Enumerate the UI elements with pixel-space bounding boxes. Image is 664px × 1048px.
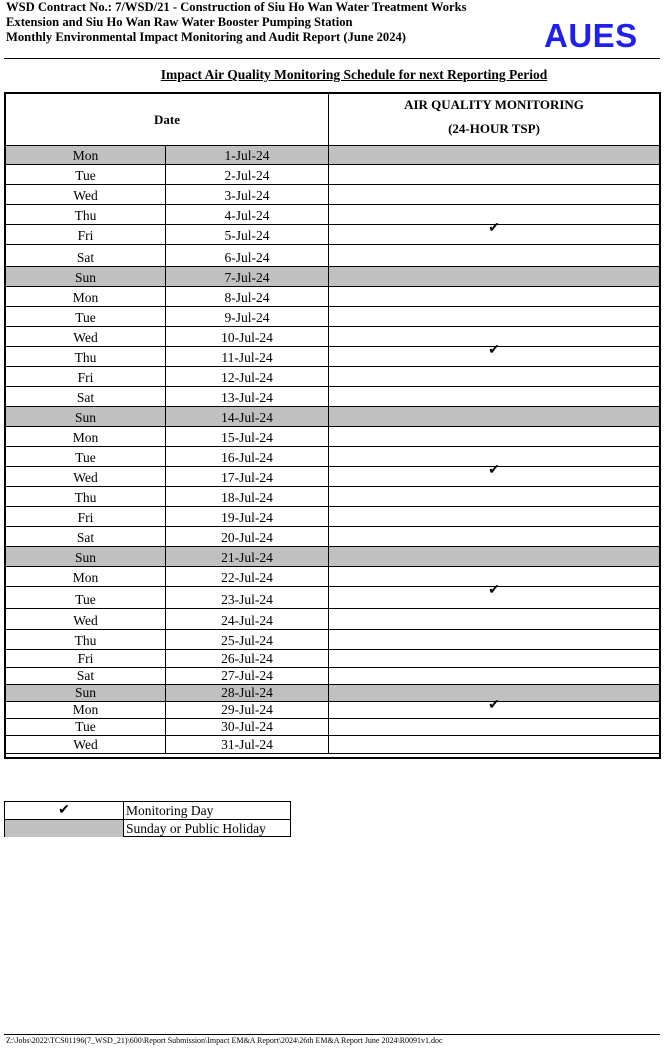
date-cell: 8-Jul-24 [166, 287, 329, 306]
weekday-cell: Fri [6, 367, 166, 386]
aq-header-line-1: AIR QUALITY MONITORING [404, 97, 584, 112]
weekday-cell: Mon [6, 427, 166, 446]
table-row [6, 185, 659, 205]
table-row [6, 487, 659, 507]
date-cell: 4-Jul-24 [166, 205, 329, 224]
legend-row-monitoring [5, 802, 290, 820]
weekday-cell: Tue [6, 587, 166, 608]
date-cell: 30-Jul-24 [166, 719, 329, 735]
weekday-cell: Sat [6, 245, 166, 266]
monitoring-cell [329, 698, 659, 718]
weekday-cell: Fri [6, 507, 166, 526]
file-path-footer: Z:\Jobs\2022\TCS01196(7_WSD_21)\600\Report Submission\Impact EM&A Report\2024\26th EM&A Report June 2024\R0091v1.doc [6, 1036, 443, 1045]
table-row [6, 698, 659, 719]
table-row [6, 367, 659, 387]
monitoring-cell [329, 221, 659, 244]
monitoring-schedule-table [4, 92, 661, 759]
monitoring-cell [329, 267, 659, 286]
monitoring-cell [329, 487, 659, 506]
date-cell: 21-Jul-24 [166, 547, 329, 566]
date-cell: 12-Jul-24 [166, 367, 329, 386]
weekday-cell: Sun [6, 547, 166, 566]
monitoring-cell [329, 547, 659, 566]
date-cell: 24-Jul-24 [166, 609, 329, 629]
monitoring-cell [329, 668, 659, 684]
weekday-cell: Mon [6, 702, 166, 718]
header-divider [4, 58, 660, 59]
monitoring-cell [329, 165, 659, 184]
report-title-line: Monthly Environmental Impact Monitoring and Audit Report (June 2024) [6, 30, 406, 44]
table-row [6, 527, 659, 547]
date-cell: 19-Jul-24 [166, 507, 329, 526]
date-cell: 7-Jul-24 [166, 267, 329, 286]
weekday-cell: Sat [6, 527, 166, 546]
holiday-swatch [5, 820, 124, 837]
weekday-cell: Sat [6, 387, 166, 406]
air-quality-column-header [329, 94, 659, 145]
monitoring-cell [329, 736, 659, 753]
aues-logo: AUES [544, 17, 638, 54]
table-row [6, 650, 659, 668]
check-icon: ✔ [488, 221, 500, 236]
table-row [6, 205, 659, 225]
monitoring-cell [329, 185, 659, 204]
legend [4, 801, 291, 837]
check-icon: ✔ [488, 698, 500, 713]
table-row [6, 307, 659, 327]
monitoring-cell [329, 507, 659, 526]
weekday-cell: Thu [6, 630, 166, 649]
weekday-cell: Sun [6, 685, 166, 701]
weekday-cell: Fri [6, 225, 166, 244]
weekday-cell: Sun [6, 267, 166, 286]
legend-monitoring-label: Monitoring Day [126, 803, 214, 818]
table-row [6, 267, 659, 287]
date-cell: 31-Jul-24 [166, 736, 329, 753]
table-header [6, 94, 659, 146]
table-row [6, 327, 659, 347]
date-cell: 28-Jul-24 [166, 685, 329, 701]
monitoring-cell [329, 527, 659, 546]
table-row [6, 245, 659, 267]
table-row [6, 165, 659, 185]
weekday-cell: Tue [6, 307, 166, 326]
date-cell: 13-Jul-24 [166, 387, 329, 406]
date-cell: 20-Jul-24 [166, 527, 329, 546]
weekday-cell: Mon [6, 146, 166, 164]
table-row [6, 583, 659, 609]
legend-row-holiday [5, 820, 290, 837]
table-row [6, 287, 659, 307]
weekday-cell: Tue [6, 719, 166, 735]
date-cell: 22-Jul-24 [166, 567, 329, 586]
date-cell: 10-Jul-24 [166, 327, 329, 346]
footer-divider [4, 1034, 660, 1035]
monitoring-cell [329, 307, 659, 326]
date-cell: 16-Jul-24 [166, 447, 329, 466]
weekday-cell: Sun [6, 407, 166, 426]
table-row [6, 221, 659, 245]
date-cell: 15-Jul-24 [166, 427, 329, 446]
table-row [6, 719, 659, 736]
monitoring-cell [329, 583, 659, 608]
date-cell: 11-Jul-24 [166, 347, 329, 366]
date-cell: 3-Jul-24 [166, 185, 329, 204]
weekday-cell: Fri [6, 650, 166, 667]
table-row [6, 447, 659, 467]
table-row [6, 685, 659, 702]
monitoring-cell [329, 427, 659, 446]
table-row [6, 630, 659, 650]
table-row [6, 463, 659, 487]
table-row [6, 668, 659, 685]
table-row [6, 407, 659, 427]
weekday-cell: Thu [6, 487, 166, 506]
weekday-cell: Wed [6, 609, 166, 629]
monitoring-cell [329, 407, 659, 426]
weekday-cell: Wed [6, 327, 166, 346]
check-icon: ✔ [5, 802, 124, 819]
date-cell: 2-Jul-24 [166, 165, 329, 184]
monitoring-cell [329, 146, 659, 164]
schedule-title: Impact Air Quality Monitoring Schedule for next Reporting Period [160, 67, 548, 82]
date-cell: 14-Jul-24 [166, 407, 329, 426]
monitoring-cell [329, 343, 659, 366]
table-row [6, 427, 659, 447]
monitoring-cell [329, 387, 659, 406]
monitoring-cell [329, 367, 659, 386]
table-row [6, 343, 659, 367]
monitoring-cell [329, 650, 659, 667]
check-icon: ✔ [488, 343, 500, 358]
check-icon: ✔ [488, 463, 500, 478]
weekday-cell: Wed [6, 736, 166, 753]
date-cell: 18-Jul-24 [166, 487, 329, 506]
legend-holiday-label: Sunday or Public Holiday [126, 821, 266, 836]
date-column-header: Date [6, 94, 329, 145]
table-row [6, 547, 659, 567]
weekday-cell: Wed [6, 185, 166, 204]
contract-title-line-2: Extension and Siu Ho Wan Raw Water Booster Pumping Station [6, 15, 353, 29]
date-cell: 23-Jul-24 [166, 587, 329, 608]
date-cell: 9-Jul-24 [166, 307, 329, 326]
weekday-cell: Tue [6, 447, 166, 466]
table-row [6, 387, 659, 407]
table-row [6, 736, 659, 754]
aq-header-line-2: (24-HOUR TSP) [448, 121, 540, 136]
monitoring-cell [329, 609, 659, 629]
monitoring-cell [329, 287, 659, 306]
check-icon: ✔ [488, 583, 500, 598]
date-cell: 1-Jul-24 [166, 146, 329, 164]
date-cell: 6-Jul-24 [166, 245, 329, 266]
weekday-cell: Mon [6, 567, 166, 586]
table-row [6, 146, 659, 165]
weekday-cell: Tue [6, 165, 166, 184]
table-row [6, 609, 659, 630]
date-cell: 17-Jul-24 [166, 467, 329, 486]
weekday-cell: Wed [6, 467, 166, 486]
weekday-cell: Mon [6, 287, 166, 306]
monitoring-cell [329, 463, 659, 486]
date-cell: 26-Jul-24 [166, 650, 329, 667]
weekday-cell: Thu [6, 205, 166, 224]
date-cell: 5-Jul-24 [166, 225, 329, 244]
monitoring-cell [329, 245, 659, 266]
weekday-cell: Thu [6, 347, 166, 366]
date-cell: 29-Jul-24 [166, 702, 329, 718]
date-cell: 27-Jul-24 [166, 668, 329, 684]
contract-title-line-1: WSD Contract No.: 7/WSD/21 - Construction of Siu Ho Wan Water Treatment Works [6, 0, 467, 14]
table-row [6, 507, 659, 527]
date-cell: 25-Jul-24 [166, 630, 329, 649]
document-header [6, 0, 546, 45]
monitoring-cell [329, 630, 659, 649]
monitoring-cell [329, 719, 659, 735]
table-row [6, 567, 659, 587]
weekday-cell: Sat [6, 668, 166, 684]
